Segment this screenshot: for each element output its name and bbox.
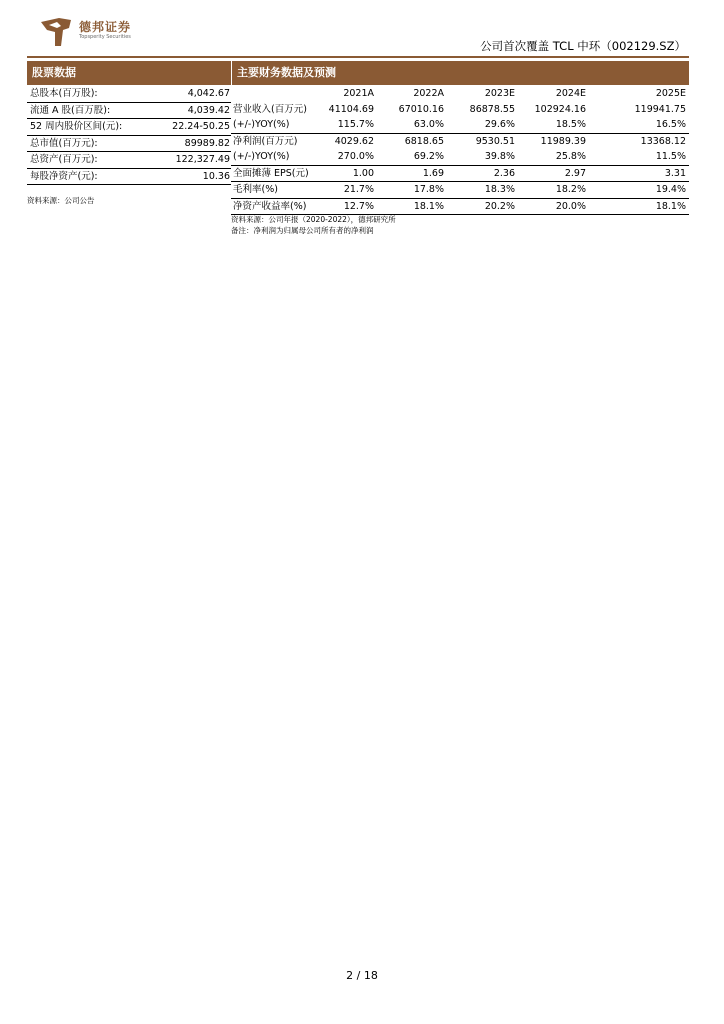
table-cell: 21.7%: [343, 184, 374, 195]
column-header: 2023E: [484, 88, 515, 99]
table-cell: 18.2%: [555, 184, 586, 195]
table-row: [27, 152, 231, 169]
row-label: 流通 A 股(百万股):: [30, 104, 111, 116]
stock-data-source: 资料来源：公司公告: [27, 196, 95, 205]
table-row: [231, 117, 689, 134]
table-row: [231, 182, 689, 199]
row-label: (+/-)YOY(%): [233, 119, 290, 130]
row-label: 总资产(百万元):: [30, 154, 98, 165]
row-value: 22.24-50.25: [172, 121, 230, 132]
table-cell: 18.5%: [555, 119, 586, 130]
table-cell: 67010.16: [398, 103, 444, 115]
table-cell: 13368.12: [640, 135, 686, 147]
row-label: 总市值(百万元):: [30, 137, 98, 149]
table-row: [231, 166, 689, 183]
row-value: 4,042.67: [187, 88, 230, 99]
financials-note: 备注：净利润为归属母公司所有者的净利润: [231, 226, 374, 235]
logo-english-name: Topsperity Securities: [79, 34, 131, 40]
financials-notes: [231, 214, 396, 236]
table-row: [231, 102, 689, 118]
table-cell: 6818.65: [404, 135, 444, 147]
table-cell: 9530.51: [475, 135, 515, 147]
table-cell: 18.1%: [413, 200, 444, 212]
table-cell: 25.8%: [555, 151, 586, 162]
company-logo: [39, 16, 149, 50]
table-cell: 11989.39: [540, 135, 586, 147]
column-header: 2021A: [343, 88, 374, 99]
table-cell: 18.1%: [655, 200, 686, 212]
table-row: [231, 134, 689, 150]
table-cell: 4029.62: [334, 135, 374, 147]
table-row: [231, 199, 689, 216]
table-row: [27, 136, 231, 153]
table-cell: 2.97: [564, 167, 586, 179]
table-row: [27, 86, 231, 103]
table-cell: 115.7%: [337, 119, 374, 130]
logo-chinese-name: 德邦证券: [79, 20, 132, 34]
document-title: 公司首次覆盖 TCL 中环（002129.SZ）: [480, 39, 686, 53]
row-label: 营业收入(百万元): [233, 103, 307, 115]
financials-table: [231, 86, 689, 215]
table-cell: 69.2%: [413, 151, 444, 162]
table-cell: 11.5%: [655, 151, 686, 162]
table-cell: 102924.16: [534, 103, 586, 115]
table-cell: 41104.69: [328, 103, 374, 115]
table-cell: 1.00: [352, 167, 374, 179]
column-header: 2025E: [655, 88, 686, 99]
row-label: 毛利率(%): [233, 184, 278, 195]
table-cell: 17.8%: [413, 184, 444, 195]
table-cell: 29.6%: [484, 119, 515, 130]
table-cell: 19.4%: [655, 184, 686, 195]
table-cell: 1.69: [422, 167, 444, 179]
column-header: 2022A: [413, 88, 444, 99]
table-header-row: [231, 86, 689, 102]
stock-data-table: [27, 86, 231, 185]
table-row: [27, 119, 231, 136]
table-cell: 63.0%: [413, 119, 444, 130]
financials-heading: 主要财务数据及预测: [231, 61, 689, 85]
table-cell: 119941.75: [634, 103, 686, 115]
table-cell: 20.0%: [555, 200, 586, 212]
table-row: [231, 149, 689, 166]
header-divider: [27, 56, 689, 58]
table-cell: 16.5%: [655, 119, 686, 130]
table-cell: 3.31: [664, 167, 686, 179]
table-cell: 18.3%: [484, 184, 515, 195]
table-cell: 2.36: [493, 167, 515, 179]
bull-logo-icon: [39, 16, 73, 48]
page-number: 2 / 18: [346, 969, 378, 982]
row-label: 全面摊薄 EPS(元): [233, 167, 309, 179]
table-cell: 12.7%: [343, 200, 374, 212]
row-label: 净资产收益率(%): [233, 200, 307, 212]
row-label: 净利润(百万元): [233, 135, 298, 147]
row-label: 每股净资产(元):: [30, 170, 98, 182]
row-value: 122,327.49: [175, 154, 230, 165]
row-label: 52 周内股价区间(元):: [30, 121, 123, 132]
financials-source: 资料来源：公司年报（2020-2022），德邦研究所: [231, 215, 396, 224]
column-header: 2024E: [555, 88, 586, 99]
table-row: [27, 169, 231, 186]
table-cell: 270.0%: [337, 151, 374, 162]
row-label: (+/-)YOY(%): [233, 151, 290, 162]
table-cell: 86878.55: [469, 103, 515, 115]
row-value: 4,039.42: [187, 104, 230, 116]
stock-data-heading: 股票数据: [27, 61, 231, 85]
table-row: [27, 103, 231, 120]
row-label: 总股本(百万股):: [30, 88, 98, 99]
table-cell: 20.2%: [484, 200, 515, 212]
row-value: 89989.82: [184, 137, 230, 149]
table-cell: 39.8%: [484, 151, 515, 162]
row-value: 10.36: [202, 170, 230, 182]
